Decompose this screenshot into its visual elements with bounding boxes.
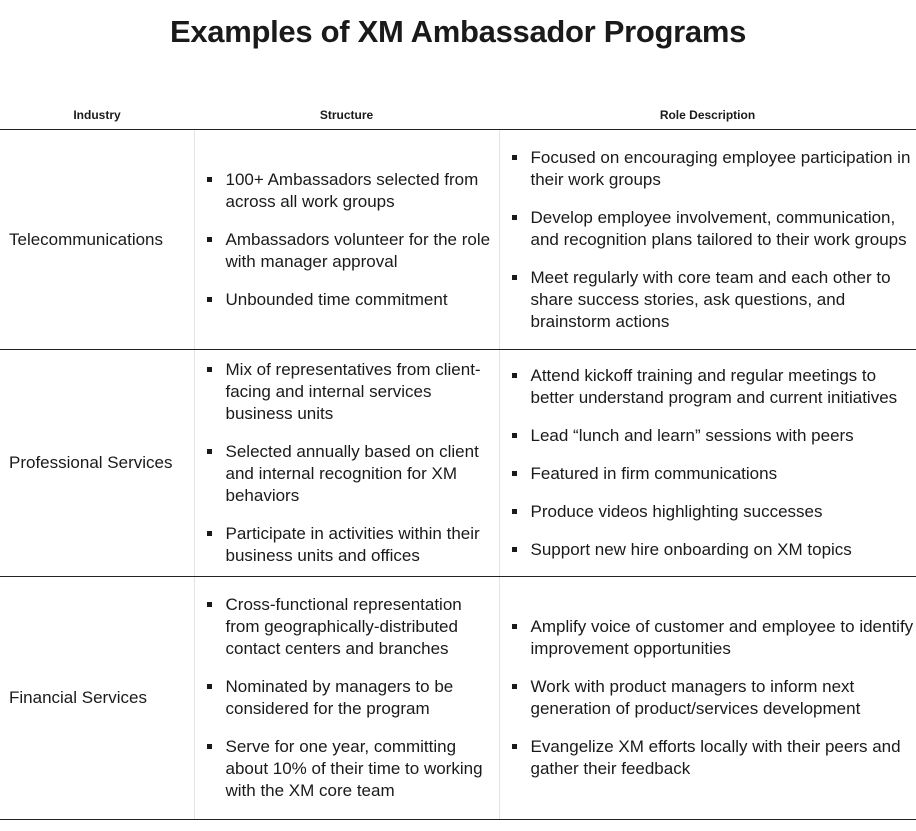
role-cell [499,577,916,820]
list-item: Produce videos highlighting successes [500,501,916,523]
list-item: Selected annually based on client and internal recognition for XM behaviors [195,441,499,507]
header-role-description: Role Description [499,101,916,130]
page-title: Examples of XM Ambassador Programs [169,14,747,49]
list-item: Attend kickoff training and regular meetings to better understand program and current initiatives [500,365,916,409]
industry-cell: Financial Services [0,577,194,820]
list-item: 100+ Ambassadors selected from across all work groups [195,169,499,213]
list-item: Focused on encouraging employee participation in their work groups [500,147,916,191]
role-list [500,616,916,780]
header-industry: Industry [0,101,194,130]
list-item: Unbounded time commitment [195,289,499,311]
industry-cell: Professional Services [0,350,194,577]
role-list [500,365,916,561]
list-item: Meet regularly with core team and each other to share success stories, ask questions, and brainstorm actions [500,267,916,333]
list-item: Support new hire onboarding on XM topics [500,539,916,561]
role-cell [499,350,916,577]
structure-cell [194,130,499,350]
list-item: Participate in activities within their business units and offices [195,523,499,567]
list-item: Evangelize XM efforts locally with their peers and gather their feedback [500,736,916,780]
list-item: Work with product managers to inform next generation of product/services development [500,676,916,720]
list-item: Amplify voice of customer and employee to identify improvement opportunities [500,616,916,660]
table-row [0,350,916,577]
list-item: Serve for one year, committing about 10% of their time to working with the XM core team [195,736,499,802]
list-item: Ambassadors volunteer for the role with manager approval [195,229,499,273]
structure-list [195,359,499,567]
list-item: Cross-functional representation from geographically-distributed contact centers and branches [195,594,499,660]
role-list [500,147,916,333]
structure-cell [194,350,499,577]
structure-list [195,594,499,802]
structure-list [195,169,499,311]
header-row [0,101,916,130]
list-item: Mix of representatives from client-facing and internal services business units [195,359,499,425]
list-item: Lead “lunch and learn” sessions with peers [500,425,916,447]
table-row [0,577,916,820]
role-cell [499,130,916,350]
list-item: Featured in firm communications [500,463,916,485]
structure-cell [194,577,499,820]
ambassador-programs-table [0,101,916,820]
header-structure: Structure [194,101,499,130]
list-item: Nominated by managers to be considered for the program [195,676,499,720]
industry-cell: Telecommunications [0,130,194,350]
list-item: Develop employee involvement, communication, and recognition plans tailored to their work groups [500,207,916,251]
table-row [0,130,916,350]
